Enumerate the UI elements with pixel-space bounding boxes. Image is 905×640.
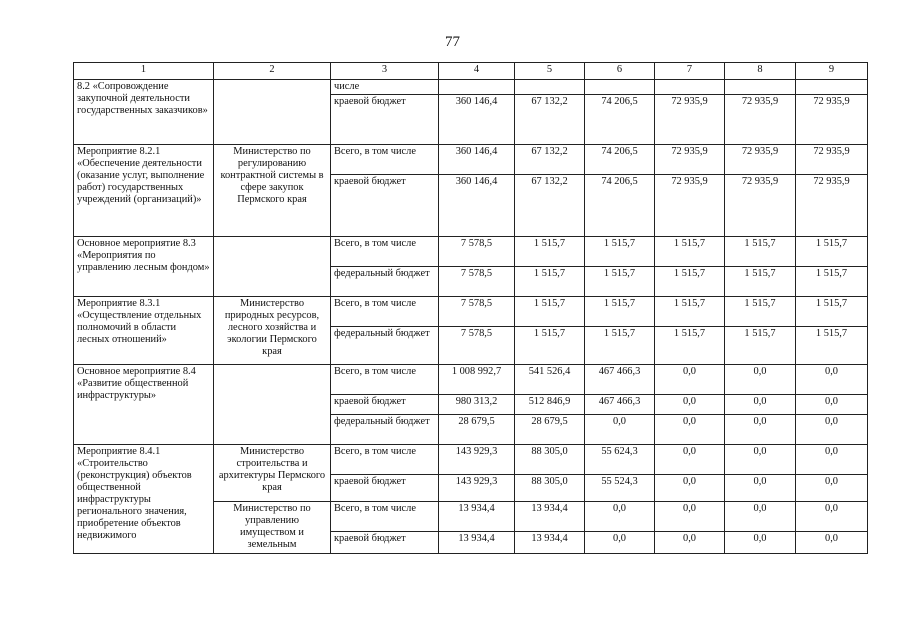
amount-cell: 0,0 [585, 532, 655, 554]
activity-name-cell: Основное мероприятие 8.3 «Мероприятия по управлению лесным фондом» [74, 237, 214, 297]
amount-cell: 0,0 [655, 532, 725, 554]
amount-cell [796, 80, 868, 95]
amount-cell: 1 515,7 [585, 297, 655, 327]
amount-cell: 0,0 [655, 365, 725, 395]
executor-cell [214, 237, 331, 297]
header-row [74, 63, 868, 80]
column-header: 7 [655, 63, 725, 80]
column-header: 4 [439, 63, 515, 80]
funding-source-cell: Всего, в том числе [331, 297, 439, 327]
amount-cell: 28 679,5 [439, 415, 515, 445]
amount-cell: 1 515,7 [725, 267, 796, 297]
amount-cell: 1 515,7 [515, 297, 585, 327]
funding-source-cell: числе [331, 80, 439, 95]
funding-source-cell: Всего, в том числе [331, 445, 439, 475]
column-header: 9 [796, 63, 868, 80]
amount-cell: 72 935,9 [655, 145, 725, 175]
column-header: 8 [725, 63, 796, 80]
activity-name-cell: 8.2 «Сопровождение закупочной деятельности государственных заказчиков» [74, 80, 214, 145]
executor-cell: Министерство по управлению имуществом и земельным [214, 502, 331, 554]
amount-cell: 1 515,7 [515, 267, 585, 297]
amount-cell: 0,0 [725, 395, 796, 415]
activity-name-cell: Мероприятие 8.4.1 «Строительство (реконструкция) объектов общественной инфраструктуры регионального значения, приобретение объектов недвижимого [74, 445, 214, 554]
column-header: 2 [214, 63, 331, 80]
amount-cell: 1 515,7 [796, 327, 868, 365]
amount-cell: 72 935,9 [725, 145, 796, 175]
amount-cell: 72 935,9 [796, 145, 868, 175]
amount-cell: 360 146,4 [439, 95, 515, 145]
amount-cell: 13 934,4 [439, 502, 515, 532]
activity-name-cell: Мероприятие 8.2.1 «Обеспечение деятельности (оказание услуг, выполнение работ) государственных учреждений (организаций)» [74, 145, 214, 237]
amount-cell: 0,0 [725, 532, 796, 554]
funding-source-cell: краевой бюджет [331, 395, 439, 415]
amount-cell: 7 578,5 [439, 327, 515, 365]
executor-cell: Министерство по регулированию контрактной системы в сфере закупок Пермского края [214, 145, 331, 237]
amount-cell: 0,0 [585, 502, 655, 532]
amount-cell: 0,0 [585, 415, 655, 445]
funding-source-cell: краевой бюджет [331, 475, 439, 502]
executor-cell [214, 80, 331, 145]
executor-cell: Министерство природных ресурсов, лесного хозяйства и экологии Пермского края [214, 297, 331, 365]
column-header: 5 [515, 63, 585, 80]
amount-cell: 0,0 [655, 415, 725, 445]
table-row [74, 365, 868, 395]
amount-cell: 1 515,7 [796, 237, 868, 267]
activity-name-cell: Основное мероприятие 8.4 «Развитие общественной инфраструктуры» [74, 365, 214, 445]
amount-cell: 1 515,7 [655, 327, 725, 365]
amount-cell: 1 515,7 [796, 267, 868, 297]
amount-cell: 1 515,7 [515, 327, 585, 365]
funding-source-cell: Всего, в том числе [331, 145, 439, 175]
amount-cell: 143 929,3 [439, 445, 515, 475]
amount-cell [655, 80, 725, 95]
amount-cell [515, 80, 585, 95]
amount-cell [585, 80, 655, 95]
amount-cell: 67 132,2 [515, 95, 585, 145]
column-header: 1 [74, 63, 214, 80]
amount-cell: 0,0 [796, 445, 868, 475]
amount-cell: 0,0 [725, 475, 796, 502]
amount-cell: 0,0 [655, 475, 725, 502]
amount-cell [725, 80, 796, 95]
amount-cell: 541 526,4 [515, 365, 585, 395]
table-row [74, 297, 868, 327]
funding-source-cell: федеральный бюджет [331, 267, 439, 297]
executor-cell: Министерство строительства и архитектуры Пермского края [214, 445, 331, 502]
amount-cell: 467 466,3 [585, 365, 655, 395]
amount-cell: 1 515,7 [585, 327, 655, 365]
amount-cell: 1 515,7 [585, 267, 655, 297]
amount-cell: 72 935,9 [796, 95, 868, 145]
amount-cell: 0,0 [796, 475, 868, 502]
amount-cell: 72 935,9 [655, 175, 725, 237]
activity-name-cell: Мероприятие 8.3.1 «Осуществление отдельных полномочий в области лесных отношений» [74, 297, 214, 365]
amount-cell: 0,0 [796, 532, 868, 554]
amount-cell: 55 524,3 [585, 475, 655, 502]
amount-cell: 72 935,9 [655, 95, 725, 145]
executor-cell [214, 365, 331, 445]
table-body [74, 80, 868, 554]
amount-cell: 1 515,7 [725, 327, 796, 365]
amount-cell: 13 934,4 [439, 532, 515, 554]
amount-cell: 1 515,7 [515, 237, 585, 267]
amount-cell: 1 008 992,7 [439, 365, 515, 395]
table-row [74, 145, 868, 175]
amount-cell: 0,0 [725, 415, 796, 445]
funding-source-cell: краевой бюджет [331, 532, 439, 554]
table-row [74, 445, 868, 475]
amount-cell: 0,0 [796, 415, 868, 445]
funding-source-cell: краевой бюджет [331, 95, 439, 145]
amount-cell: 0,0 [796, 395, 868, 415]
funding-source-cell: Всего, в том числе [331, 237, 439, 267]
amount-cell: 0,0 [796, 365, 868, 395]
funding-source-cell: федеральный бюджет [331, 415, 439, 445]
amount-cell [439, 80, 515, 95]
amount-cell: 360 146,4 [439, 145, 515, 175]
page-number: 77 [445, 34, 460, 50]
column-header: 6 [585, 63, 655, 80]
amount-cell: 0,0 [725, 445, 796, 475]
amount-cell: 74 206,5 [585, 175, 655, 237]
amount-cell: 0,0 [655, 502, 725, 532]
amount-cell: 1 515,7 [655, 297, 725, 327]
table-row [74, 237, 868, 267]
amount-cell: 7 578,5 [439, 237, 515, 267]
amount-cell: 0,0 [725, 365, 796, 395]
amount-cell: 1 515,7 [725, 297, 796, 327]
amount-cell: 88 305,0 [515, 475, 585, 502]
amount-cell: 28 679,5 [515, 415, 585, 445]
amount-cell: 55 624,3 [585, 445, 655, 475]
amount-cell: 88 305,0 [515, 445, 585, 475]
amount-cell: 0,0 [725, 502, 796, 532]
amount-cell: 7 578,5 [439, 297, 515, 327]
amount-cell: 512 846,9 [515, 395, 585, 415]
amount-cell: 72 935,9 [796, 175, 868, 237]
amount-cell: 1 515,7 [585, 237, 655, 267]
amount-cell: 980 313,2 [439, 395, 515, 415]
amount-cell: 467 466,3 [585, 395, 655, 415]
table-row [74, 80, 868, 95]
amount-cell: 72 935,9 [725, 95, 796, 145]
amount-cell: 67 132,2 [515, 145, 585, 175]
amount-cell: 1 515,7 [796, 297, 868, 327]
amount-cell: 74 206,5 [585, 95, 655, 145]
funding-source-cell: Всего, в том числе [331, 365, 439, 395]
amount-cell: 1 515,7 [725, 237, 796, 267]
amount-cell: 143 929,3 [439, 475, 515, 502]
amount-cell: 0,0 [655, 395, 725, 415]
amount-cell: 67 132,2 [515, 175, 585, 237]
amount-cell: 74 206,5 [585, 145, 655, 175]
amount-cell: 13 934,4 [515, 532, 585, 554]
budget-table [73, 62, 868, 554]
amount-cell: 72 935,9 [725, 175, 796, 237]
amount-cell: 7 578,5 [439, 267, 515, 297]
amount-cell: 360 146,4 [439, 175, 515, 237]
column-header: 3 [331, 63, 439, 80]
amount-cell: 0,0 [655, 445, 725, 475]
amount-cell: 1 515,7 [655, 237, 725, 267]
funding-source-cell: краевой бюджет [331, 175, 439, 237]
funding-source-cell: Всего, в том числе [331, 502, 439, 532]
amount-cell: 0,0 [796, 502, 868, 532]
amount-cell: 13 934,4 [515, 502, 585, 532]
funding-source-cell: федеральный бюджет [331, 327, 439, 365]
amount-cell: 1 515,7 [655, 267, 725, 297]
